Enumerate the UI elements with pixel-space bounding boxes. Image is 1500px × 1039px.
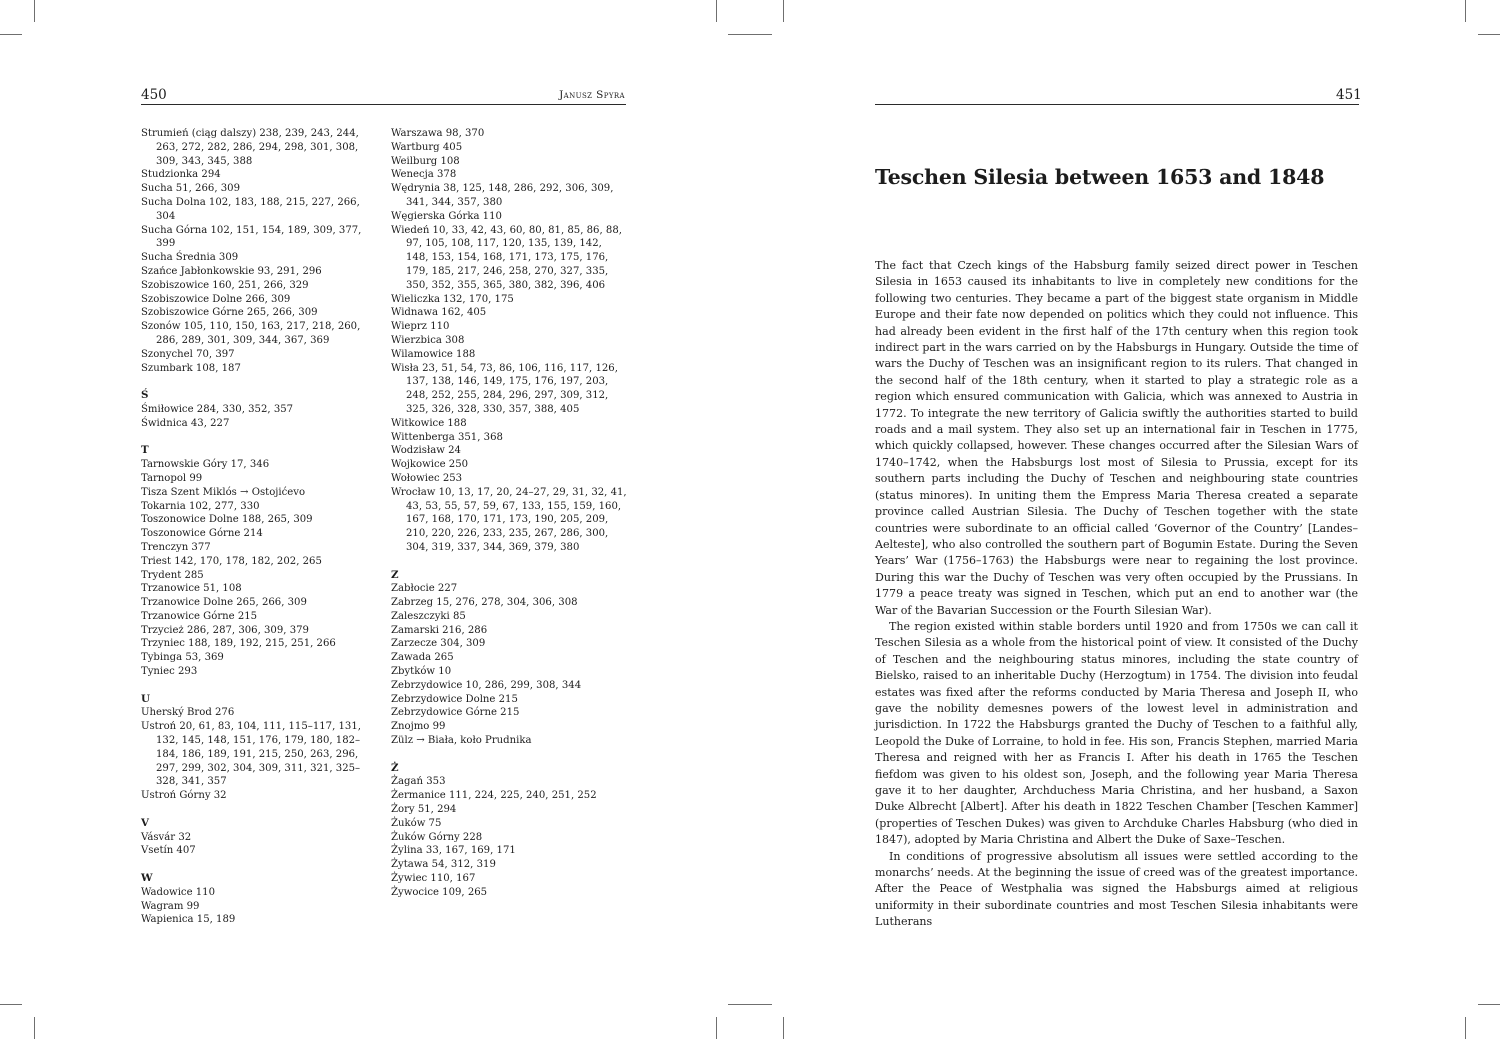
- index-letter-heading: Ś: [141, 389, 149, 402]
- chapter-title: Teschen Silesia between 1653 and 1848: [875, 165, 1325, 189]
- index-entry: Zarzecze 304, 309: [391, 638, 486, 650]
- index-entry: Tokarnia 102, 277, 330: [141, 500, 260, 512]
- crop-mark: [34, 1017, 35, 1039]
- index-entry: Wapienica 15, 189: [141, 914, 236, 926]
- index-entry: Żagań 353: [391, 776, 446, 788]
- crop-mark: [783, 1017, 784, 1039]
- index-entry: Trenczyn 377: [141, 541, 211, 553]
- index-entry: Trzycież 286, 287, 306, 309, 379: [141, 624, 309, 636]
- index-entry: Zawada 265: [391, 652, 454, 664]
- index-entry: Tybinga 53, 369: [141, 652, 224, 664]
- index-entry: Wilamowice 188: [391, 348, 476, 360]
- index-entry: Tyniec 293: [141, 666, 198, 678]
- body-paragraph: The region existed within stable borders until 1920 and from 1750s we can call it Teschen Silesia as a whole from the historical point of view. It consisted of the Duchy of Teschen and the neighbouring status minores, including the state country of Bielsko, raised to an inheritable Duchy (Herzogtum) in 1754. The division into feudal estates was fixed after the reforms conducted by Maria Theresa and Joseph II, who gave the nobility demesnes powers of the lowest level in administration and jurisdiction. In 1722 the Habsburgs granted the Duchy of Teschen to a faithful ally, Leopold the Duke of Lorraine, to hold in fee. His son, Francis Stephen, married Maria Theresa and reigned with her as Francis I. After his death in 1765 the Teschen fiefdom was given to his oldest son, Joseph, and the following year Maria Theresa gave it to her daughter, Archduchess Maria Christina, and her husband, a Saxon Duke Albrecht [Albert]. After his death in 1822 Teschen Chamber [Teschen Kammer] (properties of Teschen Dukes) was given to Archduke Charles Habsburg (who died in 1847), adopted by Maria Christina and Albert the Duke of Saxe–Teschen.: [875, 619, 1358, 847]
- index-entry: Widnawa 162, 405: [391, 307, 487, 319]
- index-letter-heading: U: [141, 692, 150, 705]
- index-entry: Szumbark 108, 187: [141, 362, 241, 374]
- index-entry: Studzionka 294: [141, 169, 221, 181]
- index-entry: Triest 142, 170, 178, 182, 202, 265: [141, 555, 322, 567]
- index-entry: Szobiszowice Dolne 266, 309: [141, 293, 291, 305]
- index-entry: Znojmo 99: [391, 721, 446, 733]
- index-entry: Zebrzydowice Dolne 215: [391, 693, 518, 705]
- index-entry: Vsetín 407: [141, 845, 196, 857]
- index-entry: Wenecja 378: [391, 169, 457, 181]
- index-entry: Trzanowice 51, 108: [141, 583, 242, 595]
- index-letter-heading: V: [141, 816, 149, 829]
- header-rule-right: [875, 104, 1359, 105]
- index-entry: Witkowice 188: [391, 417, 467, 429]
- crop-mark: [0, 1004, 22, 1005]
- index-entry: Żywiec 110, 167: [391, 873, 476, 885]
- index-entry: Weilburg 108: [391, 155, 460, 167]
- index-entry: Zebrzydowice 10, 286, 299, 308, 344: [391, 679, 582, 691]
- index-entry: Trydent 285: [141, 569, 204, 581]
- index-entry: Wojkowice 250: [391, 459, 469, 471]
- index-entry: Sucha 51, 266, 309: [141, 183, 241, 195]
- index-entry: Sucha Dolna 102, 183, 188, 215, 227, 266, 304: [141, 196, 360, 222]
- index-entry: Wierzbica 308: [391, 334, 465, 346]
- header-rule-left: [141, 104, 626, 105]
- running-head: Janusz Spyra: [559, 89, 625, 101]
- crop-mark: [0, 34, 22, 35]
- page-number-left: 450: [141, 87, 167, 103]
- index-entry: Zabłocie 227: [391, 583, 458, 595]
- index-entry: Wittenberga 351, 368: [391, 431, 503, 443]
- index-entry: Wodzisław 24: [391, 445, 461, 457]
- index-entry: Wołowiec 253: [391, 472, 463, 484]
- index-entry: Szonychel 70, 397: [141, 348, 235, 360]
- index-entry: Warszawa 98, 370: [391, 128, 485, 139]
- index-entry: Wieliczka 132, 170, 175: [391, 293, 514, 305]
- index-entry: Ustroń 20, 61, 83, 104, 111, 115–117, 131, 132, 145, 148, 151, 176, 179, 180, 182–184, 186, 189, 191, 215, 250, 263, 296, 297, 299, 302, 304, 309, 311, 321, 325–328, 341, 357: [141, 721, 361, 788]
- index-entry: Węgierska Górka 110: [391, 210, 502, 222]
- index-entry: Żylina 33, 167, 169, 171: [391, 845, 516, 857]
- index-entry: Wadowice 110: [141, 886, 216, 898]
- index-entry: Wiedeń 10, 33, 42, 43, 60, 80, 81, 85, 86, 88, 97, 105, 108, 117, 120, 135, 139, 142, 148, 153, 154, 168, 171, 173, 175, 176, 179, 185, 217, 246, 258, 270, 327, 335, 350, 352, 355, 365, 380, 382, 396, 406: [391, 224, 622, 291]
- index-entry: Trzyniec 188, 189, 192, 215, 251, 266: [141, 638, 336, 650]
- index-letter-heading: T: [141, 444, 149, 457]
- crop-mark: [1465, 0, 1466, 22]
- index-letter-heading: Ż: [391, 761, 399, 774]
- crop-mark: [716, 0, 717, 22]
- index-letter-heading: Z: [391, 568, 399, 581]
- index-entry: Zaleszczyki 85: [391, 610, 466, 622]
- index-entry: Wisła 23, 51, 54, 73, 86, 106, 116, 117, 126, 137, 138, 146, 149, 175, 176, 197, 203, 248, 252, 255, 284, 296, 297, 309, 312, 325, 326, 328, 330, 357, 388, 405: [391, 362, 618, 415]
- index-entry: Vásvár 32: [141, 831, 192, 843]
- index-entry: Tarnopol 99: [141, 472, 203, 484]
- index-column-left: [141, 127, 377, 927]
- index-entry: Żytawa 54, 312, 319: [391, 859, 496, 871]
- index-entry: Szobiszowice 160, 251, 266, 329: [141, 279, 309, 291]
- index-entry: Wędrynia 38, 125, 148, 286, 292, 306, 309, 341, 344, 357, 380: [391, 183, 614, 208]
- index-entry: Śmiłowice 284, 330, 352, 357: [141, 403, 294, 415]
- index-entry: Zbytków 10: [391, 666, 452, 678]
- index-entry: Szobiszowice Górne 265, 266, 309: [141, 307, 318, 319]
- index-entry: Ustroń Górny 32: [141, 790, 227, 802]
- index-entry: Wieprz 110: [391, 321, 450, 333]
- index-entry: Tisza Szent Miklós → Ostojićevo: [141, 486, 306, 498]
- crop-mark: [783, 0, 784, 22]
- index-entry: Zabrzeg 15, 276, 278, 304, 306, 308: [391, 597, 578, 609]
- index-letter-heading: W: [141, 872, 153, 885]
- page-number-right: 451: [1336, 87, 1362, 103]
- index-entry: Trzanowice Górne 215: [141, 610, 258, 622]
- index-entry: Szonów 105, 110, 150, 163, 217, 218, 260, 286, 289, 301, 309, 344, 367, 369: [141, 321, 361, 346]
- index-entry: Szańce Jabłonkowskie 93, 291, 296: [141, 265, 322, 277]
- crop-mark: [728, 34, 772, 35]
- chapter-body: [875, 258, 1358, 931]
- index-entry: Zamarski 216, 286: [391, 624, 488, 636]
- index-entry: Zebrzydowice Górne 215: [391, 707, 520, 719]
- crop-mark: [716, 1017, 717, 1039]
- index-entry: Żermanice 111, 224, 225, 240, 251, 252: [391, 790, 597, 802]
- index-entry: Toszonowice Górne 214: [141, 528, 263, 540]
- crop-mark: [1478, 1004, 1500, 1005]
- index-entry: Świdnica 43, 227: [141, 417, 230, 429]
- index-entry: Wartburg 405: [391, 141, 463, 153]
- index-entry: Żuków Górny 228: [391, 831, 483, 843]
- crop-mark: [728, 1004, 772, 1005]
- index-entry: Uherský Brod 276: [141, 707, 235, 719]
- index-entry: Sucha Średnia 309: [141, 252, 239, 264]
- body-paragraph: In conditions of progressive absolutism all issues were settled according to the monarchs’ needs. At the beginning the issue of creed was of the greatest importance. After the Peace of Westphalia was signed the Habsburgs aimed at religious uniformity in their subordinate countries and most Teschen Silesia inhabitants were Lutherans: [875, 849, 1358, 929]
- crop-mark: [1465, 1017, 1466, 1039]
- body-paragraph: The fact that Czech kings of the Habsburg family seized direct power in Teschen Silesia in 1653 caused its inhabitants to live in completely new conditions for the following two centuries. They became a part of the biggest state organism in Middle Europe and their fate now depended on politics which they could not influence. This had already been evident in the first half of the 17th century when this region took indirect part in the wars carried on by the Habsburgs in Hungary. Outside the time of wars the Duchy of Teschen was an insignificant region to its rulers. That changed in the second half of the 18th century, when it started to play a strategic role as a region which ensured communication with Galicia, which was annexed to Austria in 1772. To integrate the new territory of Galicia swiftly the authorities started to build roads and a mail system. They also set up an international fair in Teschen in 1775, which quickly collapsed, however. These changes occurred after the Silesian Wars of 1740–1742, when the Habsburgs lost most of Silesia to Prussia, except for its southern parts including the Duchy of Teschen and neighbouring state countries (status minores). In uniting them the Empress Maria Theresa created a separate province called Austrian Silesia. The Duchy of Teschen together with the state countries were subordinate to an official called ‘Governor of the Country’ [Landes–Aelteste], who also controlled the southern part of Bogumin Estate. During the Seven Years’ War (1756–1763) the Habsburgs were near to regaining the lost province. During this war the Duchy of Teschen was very often occupied by the Prussians. In 1779 a peace treaty was signed in Teschen, which put an end to another war (the War of the Bavarian Succession or the Fourth Silesian War).: [875, 259, 1358, 617]
- index-entry: Trzanowice Dolne 265, 266, 309: [141, 597, 307, 609]
- index-entry: Żywocice 109, 265: [391, 886, 488, 898]
- index-entry: Wagram 99: [141, 900, 200, 912]
- index-entry: Wrocław 10, 13, 17, 20, 24–27, 29, 31, 32, 41, 43, 53, 55, 57, 59, 67, 133, 155, 159, 160, 167, 168, 170, 171, 173, 190, 205, 209, 210, 220, 226, 233, 235, 267, 286, 300, 304, 319, 337, 344, 369, 379, 380: [391, 486, 627, 553]
- index-entry: Sucha Górna 102, 151, 154, 189, 309, 377, 399: [141, 224, 362, 250]
- index-column-right: [391, 127, 627, 900]
- index-entry: Tarnowskie Góry 17, 346: [141, 459, 270, 471]
- index-entry: Toszonowice Dolne 188, 265, 309: [141, 514, 313, 526]
- crop-mark: [34, 0, 35, 22]
- index-entry: Strumień (ciąg dalszy) 238, 239, 243, 244, 263, 272, 282, 286, 294, 298, 301, 308, 309, 343, 345, 388: [141, 128, 359, 167]
- index-entry: Żory 51, 294: [391, 804, 457, 816]
- index-entry: Zülz → Biała, koło Prudnika: [391, 735, 532, 747]
- crop-mark: [1478, 34, 1500, 35]
- index-entry: Żuków 75: [391, 817, 442, 829]
